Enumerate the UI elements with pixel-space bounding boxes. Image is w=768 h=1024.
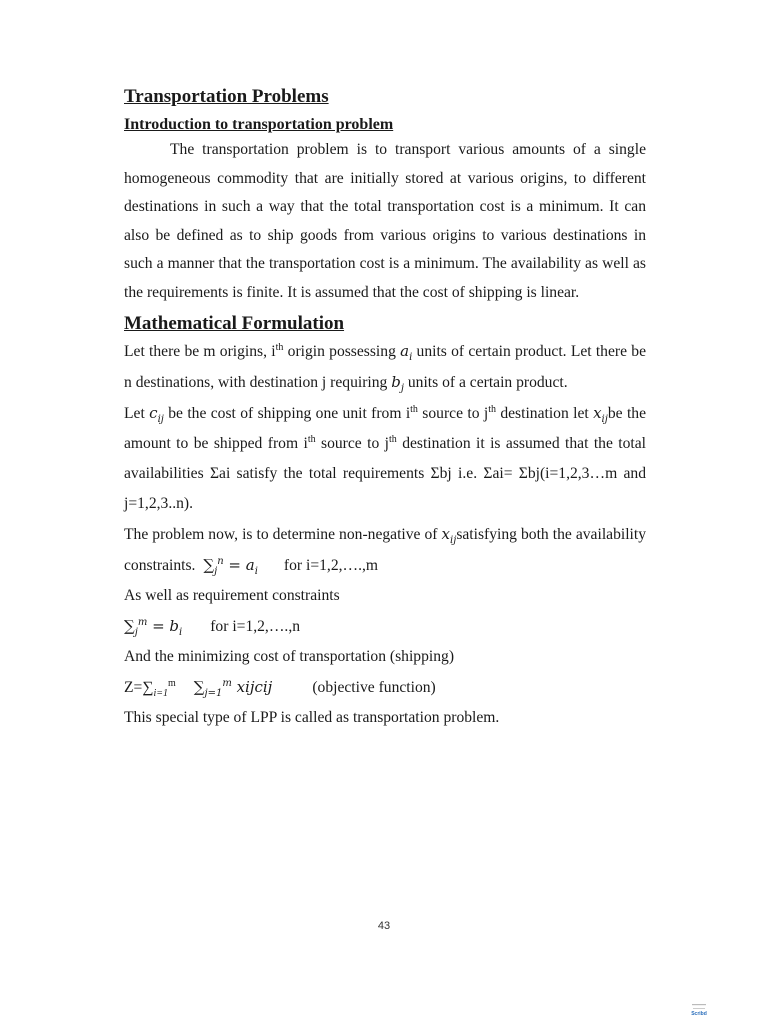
requirement-formula: $\sum_j^m = b_i$ — [124, 616, 183, 638]
page-number: 43 — [377, 920, 391, 932]
symbol-xij: $x_{ij}$ — [593, 403, 608, 425]
requirement-formula-line — [124, 611, 646, 642]
cost-intro: And the minimizing cost of transportation (shipping) — [124, 647, 455, 665]
symbol-xij-2: $x_{ij}$ — [441, 524, 457, 546]
formulation-paragraph-1: Let there be m origins, $i^{th}$ origin possessing $a_i$ units of certain product. Let there be n destinations, with destination j requiring $b_j$ units of a certain product. — [124, 341, 646, 394]
intro-subheading: Introduction to transportation problem — [124, 116, 394, 133]
requirement-intro: As well as requirement constraints — [124, 586, 340, 604]
objective-label: (objective function) — [312, 678, 436, 696]
objective-function-line: $Z=\sum_{i=1}^m$ $\sum_{j=1}^m$ xijcij (objective function) — [124, 677, 436, 699]
document-page — [124, 84, 646, 733]
scribd-logo-icon — [690, 1001, 708, 1019]
availability-range: for i=1,2,….,m — [283, 556, 379, 574]
intro-paragraph: The transportation problem is to transport various amounts of a single homogeneous commodity that are initially stored at various origins, to different destinations in such a way that the total transportation cost is a minimum. It can also be defined as to ship goods from various origins to various destinations in such a manner that the transportation cost is a minimum. The availability as well as the requirements is finite. It is assumed that the cost of shipping is linear. — [124, 141, 646, 301]
availability-formula: $\sum_j^n = a_i$ — [203, 555, 258, 577]
requirement-range: for i=1,2,….,n — [210, 617, 301, 635]
symbol-ai: $a_i$ — [400, 341, 413, 363]
svg-text:Scribd: Scribd — [691, 1011, 707, 1017]
section-title: Mathematical Formulation — [124, 312, 345, 334]
page-heading: Transportation Problems — [124, 86, 329, 107]
formulation-paragraph-2: Let $c_{ij}$ be the cost of shipping one unit from $i^{th}$ source to $j^{th}$ destination let $x_{ij}be$ the amount to be shipped from $i^{th}$ source to $j^{th}$ destination it is assumed that the total availabilities Σai satisfy the total requirements Σbj i.e. Σai= Σbj(i=1,2,3…m and j=1,2,3..n). — [124, 403, 646, 512]
closing-line: This special type of LPP is called as transportation problem. — [124, 708, 500, 726]
symbol-bj: $b_j$ — [391, 372, 404, 394]
symbol-cij: $c_{ij}$ — [149, 403, 164, 425]
formulation-paragraph-3: The problem now, is to determine non-negative of $x_{ij}satisfying$ both the availability constraints. $\sum_j^n = a_i$ for i=1,2,….,m — [124, 524, 646, 577]
